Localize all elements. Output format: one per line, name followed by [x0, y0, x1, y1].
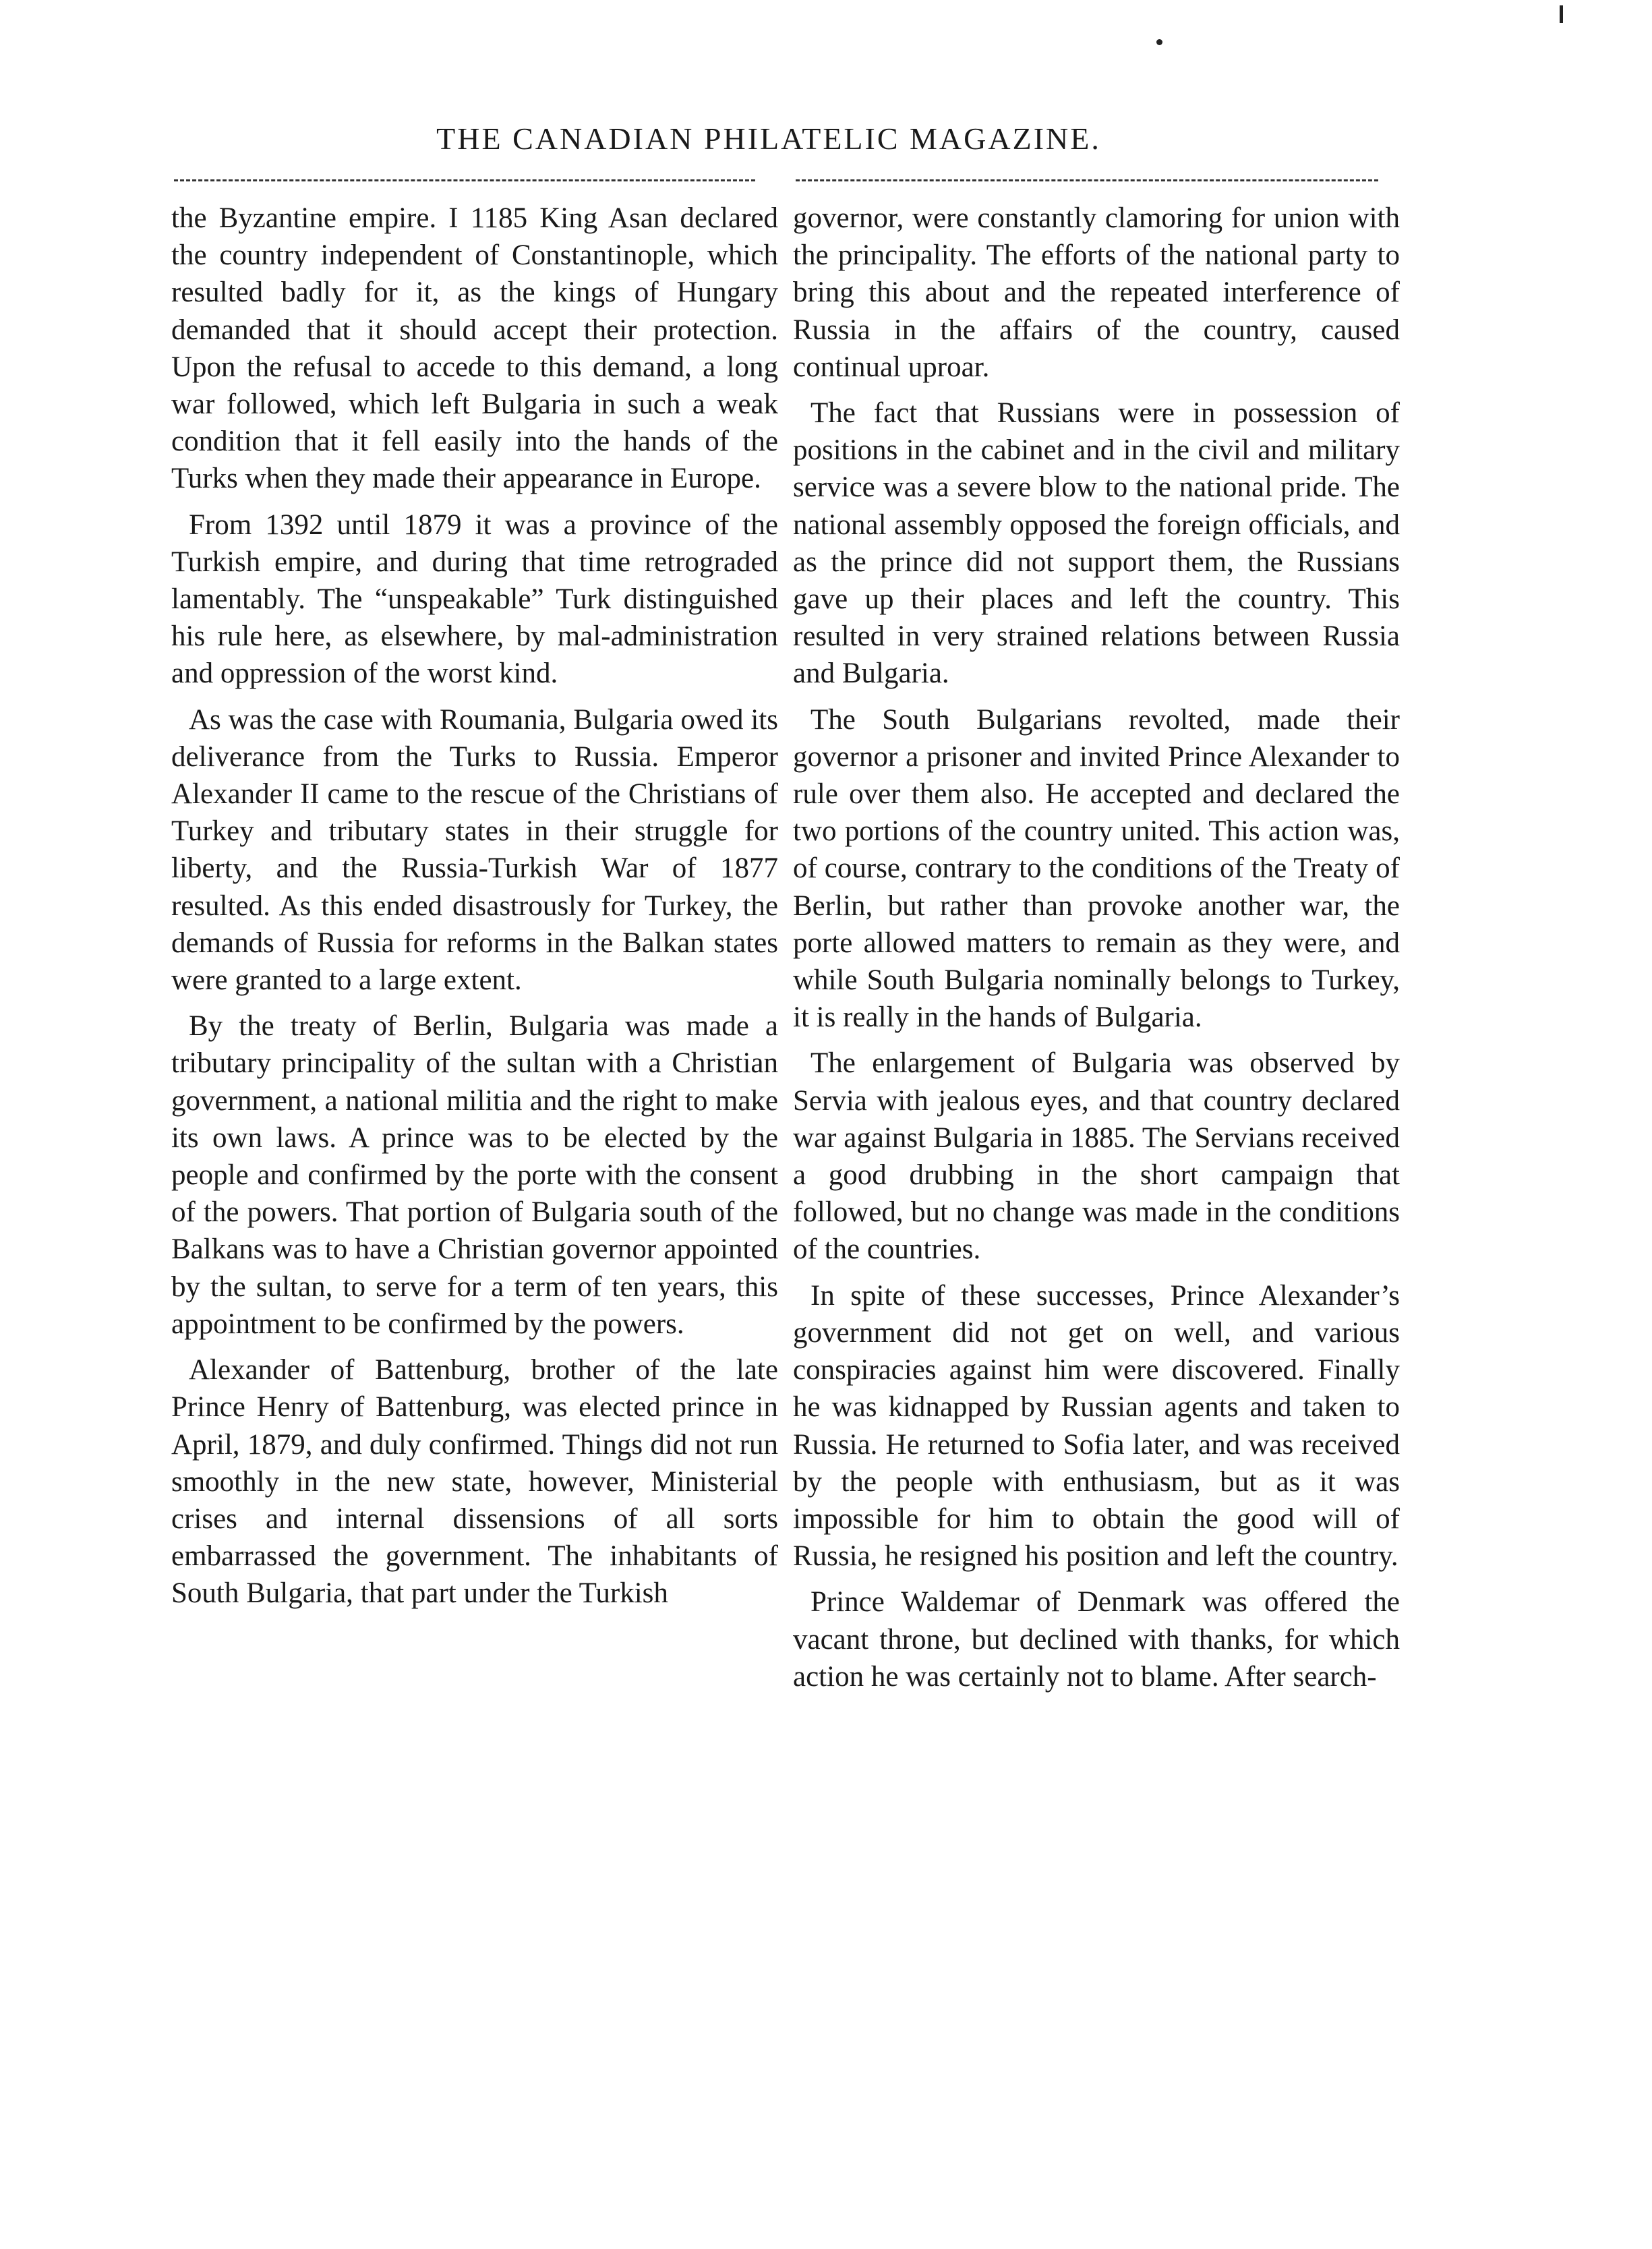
header-rule-right	[796, 179, 1378, 181]
ink-speck-dot	[1156, 39, 1162, 45]
left-column	[171, 200, 778, 1621]
paragraph: the Byzantine empire. I 1185 King Asan declared the country independent of Constantinople, which resulted badly for it, as the kings of Hungary demanded that it should accept their protection. Upon the refusal to accede to this demand, a long war followed, which left Bulgaria in such a weak condition that it fell easily into the hands of the Turks when they made their appearance in Europe.	[171, 202, 778, 495]
paragraph: The South Bulgarians revolted, made their governor a prisoner and invited Prince Alexander to rule over them also. He accepted and declared the two portions of the country united. This action was, of course, contrary to the conditions of the Treaty of Berlin, but rather than provoke another war, the porte allowed matters to remain as they were, and while South Bulgaria nominally belongs to Turkey, it is really in the hands of Bulgaria.	[793, 703, 1400, 1034]
paragraph: Prince Waldemar of Denmark was offered the vacant throne, but declined with thanks, for which action he was certainly not to blame. After search-	[793, 1586, 1400, 1693]
paragraph: As was the case with Roumania, Bulgaria owed its deliverance from the Turks to Russia. Emperor Alexander II came to the rescue of the Christians of Turkey and tributary states in their struggle for liberty, and the Russia-Turkish War of 1877 resulted. As this ended disastrously for Turkey, the demands of Russia for reforms in the Balkan states were granted to a large extent.	[171, 703, 778, 997]
paragraph: governor, were constantly clamoring for union with the principality. The efforts of the national party to bring this about and the repeated interference of Russia in the affairs of the country, caused continual uproar.	[793, 202, 1400, 383]
paragraph: From 1392 until 1879 it was a province of the Turkish empire, and during that time retrograded lamentably. The “unspeakable” Turk distinguished his rule here, as elsewhere, by mal-administration and oppression of the worst kind.	[171, 508, 778, 690]
magazine-title: THE CANADIAN PHILATELIC MAGAZINE.	[436, 121, 1101, 156]
paragraph: By the treaty of Berlin, Bulgaria was made a tributary principality of the sultan with a Christian government, a national militia and the right to make its own laws. A prince was to be elected by the people and confirmed by the porte with the consent of the powers. That portion of Bulgaria south of the Balkans was to have a Christian governor appointed by the sultan, to serve for a term of ten years, this appointment to be confirmed by the powers.	[171, 1010, 778, 1340]
paragraph: Alexander of Battenburg, brother of the late Prince Henry of Battenburg, was elected prince in April, 1879, and duly confirmed. Things did not run smoothly in the new state, however, Ministerial crises and internal dissensions of all sorts embarrassed the government. The inhabitants of South Bulgaria, that part under the Turkish	[171, 1354, 778, 1610]
paragraph: The fact that Russians were in possession of positions in the cabinet and in the civil and military service was a severe blow to the national pride. The national assembly opposed the foreign officials, and as the prince did not support them, the Russians gave up their places and left the country. This resulted in very strained relations between Russia and Bulgaria.	[793, 397, 1400, 690]
right-column	[793, 200, 1400, 1704]
paragraph: The enlargement of Bulgaria was observed by Servia with jealous eyes, and that country declared war against Bulgaria in 1885. The Servians received a good drubbing in the short campaign that followed, but no change was made in the conditions of the countries.	[793, 1047, 1400, 1266]
ink-speck-mark	[1560, 5, 1563, 23]
paragraph: In spite of these successes, Prince Alexander’s government did not get on well, and various conspiracies against him were discovered. Finally he was kidnapped by Russian agents and taken to Russia. He returned to Sofia later, and was received by the people with enthusiasm, but as it was impossible for him to obtain the good will of Russia, he resigned his position and left the country.	[793, 1279, 1400, 1573]
header-rule-left	[174, 179, 755, 181]
